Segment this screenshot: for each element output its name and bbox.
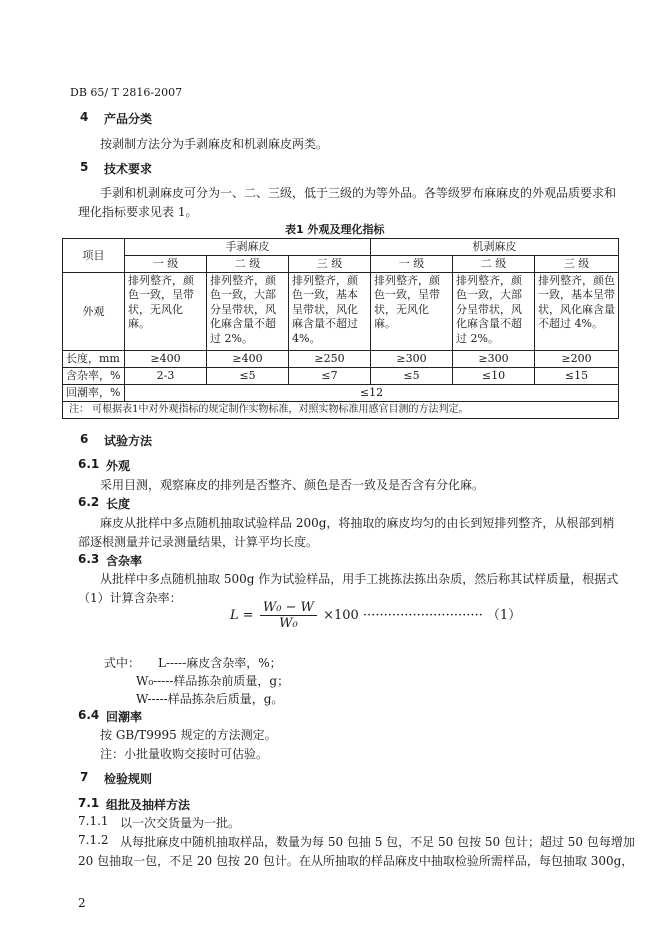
section-6-4-text: 按 GB/T9995 规定的方法测定。 — [100, 728, 277, 742]
moisture-label: 回潮率，% — [63, 385, 125, 402]
section-6-4-number: 6.4 — [78, 708, 100, 722]
section-6-4-note: 注：小批量收购交接时可估验。 — [100, 747, 269, 761]
section-6-2-title: 长度 — [106, 497, 131, 511]
section-6-1-text: 采用目测，观察麻皮的排列是否整齐、颜色是否一致及是否含有分化麻。 — [100, 478, 485, 492]
impurity-cell: ≤5 — [371, 368, 453, 385]
impurity-cell: ≤10 — [453, 368, 535, 385]
length-cell: ≥400 — [125, 351, 207, 368]
section-6-1-number: 6.1 — [78, 457, 100, 471]
section-7-1-1-text: 以一次交货量为一批。 — [120, 816, 241, 830]
section-7-1-2-text-line2: 20 包抽取一包，不足 20 包按 20 包计。在从所抽取的样品麻皮中抽取检验所需样品，每包抽取 300g， — [78, 854, 634, 868]
formula-times: ×100 — [323, 608, 359, 623]
section-5-text-line1: 手剥和机剥麻皮可分为一、二、三级，低于三级的为等外品。各等级罗布麻麻皮的外观品质要求和 — [100, 186, 617, 200]
grade-header: 三 级 — [289, 256, 371, 273]
section-6-number: 6 — [80, 432, 89, 446]
section-6-3-title: 含杂率 — [106, 554, 143, 568]
impurity-cell: ≤5 — [207, 368, 289, 385]
group-machine-header: 机剥麻皮 — [371, 239, 619, 256]
section-4-text: 按剥制方法分为手剥麻皮和机剥麻皮两类。 — [100, 137, 329, 151]
grade-header: 三 级 — [535, 256, 619, 273]
section-6-3-text-line1: 从批样中多点随机抽取 500g 作为试验样品，用手工挑拣法拣出杂质，然后称其试样质量，根据式 — [100, 572, 619, 586]
section-4-number: 4 — [80, 110, 89, 124]
appearance-cell: 排列整齐，颜色一致，大部分呈带状，风化麻含量不超过 2%。 — [453, 273, 535, 351]
section-5-number: 5 — [80, 160, 89, 174]
moisture-cell: ≤12 — [125, 385, 619, 402]
impurity-cell: ≤15 — [535, 368, 619, 385]
length-cell: ≥250 — [289, 351, 371, 368]
length-cell: ≥300 — [453, 351, 535, 368]
appearance-cell: 排列整齐，颜色一致，基本呈带状，风化麻含量不超过 4%。 — [535, 273, 619, 351]
formula-lhs: L — [230, 608, 239, 623]
formula-denominator: W₀ — [279, 616, 298, 631]
appearance-cell: 排列整齐，颜色一致，大部分呈带状，风化麻含量不超过 2%。 — [207, 273, 289, 351]
where-intro: 式中： — [104, 656, 141, 670]
grade-header: 二 级 — [207, 256, 289, 273]
section-5-text-line2: 理化指标要求见表 1。 — [78, 205, 198, 219]
group-hand-header: 手剥麻皮 — [125, 239, 371, 256]
col-item-header: 项目 — [63, 239, 125, 273]
grade-header: 一 级 — [125, 256, 207, 273]
section-6-2-text-line1: 麻皮从批样中多点随机抽取试验样品 200g，将抽取的麻皮均匀的由长到短排列整齐，从根部到梢 — [100, 516, 615, 530]
length-cell: ≥400 — [207, 351, 289, 368]
section-7-title: 检验规则 — [104, 772, 153, 786]
where-line-1: L-----麻皮含杂率，%； — [158, 656, 282, 670]
doc-code: DB 65/ T 2816-2007 — [70, 86, 183, 99]
impurity-formula — [230, 600, 521, 631]
appearance-cell: 排列整齐，颜色一致，呈带状，无风化麻。 — [125, 273, 207, 351]
section-4-title: 产品分类 — [104, 112, 153, 126]
length-label: 长度，mm — [63, 351, 125, 368]
formula-dots: ····························· — [362, 608, 483, 623]
table-note: 注： 可根据表1中对外观指标的规定制作实物标准，对照实物标准用感官目测的方法判定。 — [63, 402, 619, 419]
section-7-1-2-number: 7.1.2 — [78, 833, 109, 847]
section-7-number: 7 — [80, 770, 89, 784]
formula-eq: = — [242, 608, 254, 623]
length-cell: ≥200 — [535, 351, 619, 368]
grade-header: 二 级 — [453, 256, 535, 273]
spec-table — [62, 238, 619, 419]
appearance-cell: 排列整齐，颜色一致，呈带状，无风化麻。 — [371, 273, 453, 351]
section-6-2-number: 6.2 — [78, 495, 100, 509]
appearance-cell: 排列整齐，颜色一致，基本呈带状，风化麻含量不超过 4%。 — [289, 273, 371, 351]
section-6-1-title: 外观 — [106, 459, 131, 473]
formula-numerator: W₀ − W — [260, 600, 317, 616]
formula-fraction — [260, 600, 317, 631]
section-6-title: 试验方法 — [104, 434, 153, 448]
section-7-1-2-text-line1: 从每批麻皮中随机抽取样品，数量为每 50 包抽 5 包，不足 50 包按 50 包计；超过 50 包每增加 — [120, 835, 635, 849]
section-7-1-number: 7.1 — [78, 796, 100, 810]
page-number: 2 — [78, 896, 86, 910]
section-6-4-title: 回潮率 — [106, 710, 143, 724]
section-5-title: 技术要求 — [104, 162, 153, 176]
where-line-3: W-----样品拣杂后质量，g。 — [136, 692, 284, 706]
formula-tag: （1） — [486, 608, 522, 623]
impurity-label: 含杂率，% — [63, 368, 125, 385]
section-7-1-1-number: 7.1.1 — [78, 814, 109, 828]
appearance-label: 外观 — [63, 273, 125, 351]
section-7-1-title: 组批及抽样方法 — [106, 798, 191, 812]
table-caption: 表1 外观及理化指标 — [285, 223, 385, 236]
section-6-2-text-line2: 部逐根测量并记录测量结果，计算平均长度。 — [78, 535, 319, 549]
grade-header: 一 级 — [371, 256, 453, 273]
length-cell: ≥300 — [371, 351, 453, 368]
impurity-cell: ≤7 — [289, 368, 371, 385]
where-line-2: W₀-----样品拣杂前质量，g； — [136, 674, 290, 688]
section-6-3-number: 6.3 — [78, 552, 100, 566]
impurity-cell: 2-3 — [125, 368, 207, 385]
section-6-3-text-line2: （1）计算含杂率： — [78, 591, 182, 605]
